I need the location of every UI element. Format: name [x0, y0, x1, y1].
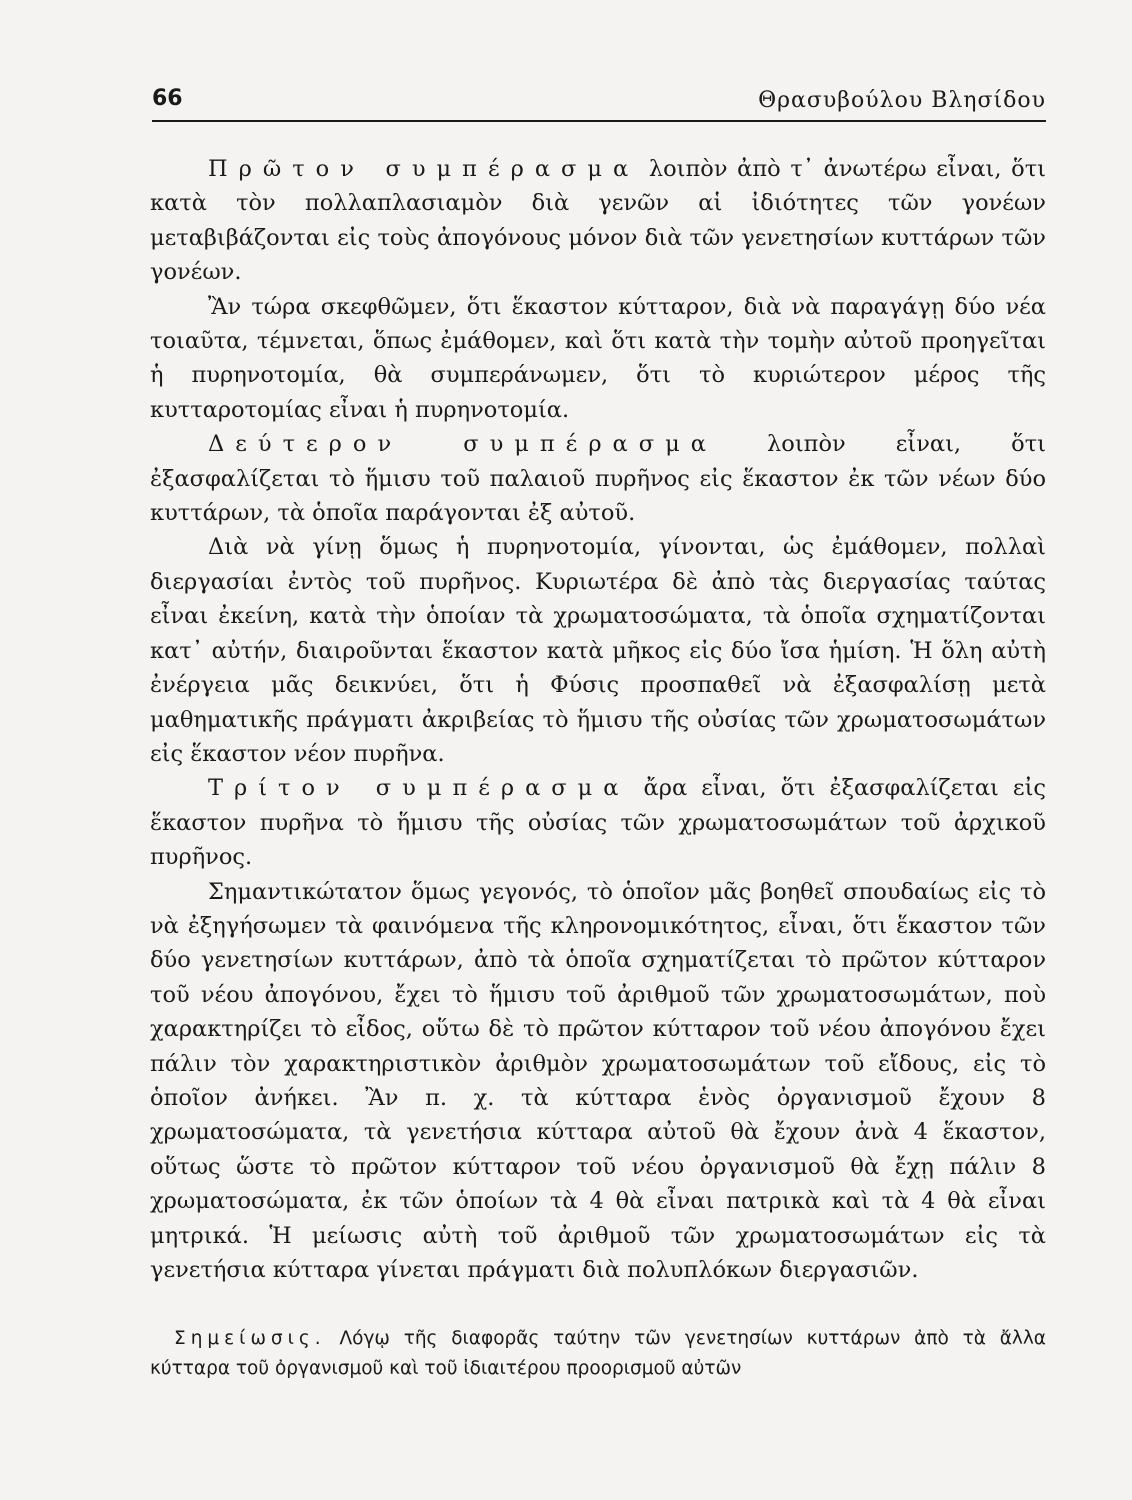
paragraph: [150, 290, 1046, 428]
emphasized-term: Τρίτον συμπέρασμα: [208, 775, 630, 802]
running-head: Θρασυβούλου Βλησίδου: [758, 88, 1046, 113]
paragraph-text: ἄρα εἶναι, ὅτι ἐξασφαλίζεται εἰς ἕκαστον πυρῆνα τὸ ἥμισυ τῆς οὐσίας τῶν χρωματοσωμάτων τοῦ ἀρχικοῦ πυρῆνος.: [150, 775, 1046, 871]
paragraph: [150, 875, 1046, 1288]
note-paragraph: [150, 1324, 1046, 1384]
paragraph: [150, 530, 1046, 771]
paragraph: [150, 771, 1046, 874]
paragraph-text: λοιπὸν εἶναι, ὅτι ἐξασφαλίζεται τὸ ἥμισυ τοῦ παλαιοῦ πυρῆνος εἰς ἕκαστον ἐκ τῶν νέων δύο κυττάρων, τὰ ὁποῖα παράγονται ἐξ αὐτοῦ.: [150, 431, 1046, 527]
paragraph: [150, 427, 1046, 530]
body-text: [150, 152, 1046, 1287]
paragraph-text: λοιπὸν ἀπὸ τ᾽ ἀνωτέρω εἶναι, ὅτι κατὰ τὸν πολλαπλασιαμὸν διὰ γενῶν αἱ ἰδιότητες τῶν γονέων μεταβιβάζονται εἰς τοὺς ἀπογόνους μόνον διὰ τῶν γενετησίων κυττάρων τῶν γονέων.: [150, 156, 1046, 286]
emphasized-term: Δεύτερον συμπέρασμα: [208, 431, 717, 458]
paragraph-text: Ἂν τώρα σκεφθῶμεν, ὅτι ἕκαστον κύτταρον, διὰ νὰ παραγάγῃ δύο νέα τοιαῦτα, τέμνεται, ὅπως ἐμάθομεν, καὶ ὅτι κατὰ τὴν τομὴν αὐτοῦ προηγεῖται ἡ πυρηνοτομία, θὰ συμπεράνωμεν, ὅτι τὸ κυριώτερον μέρος τῆς κυτταροτομίας εἶναι ἡ πυρηνοτομία.: [150, 293, 1046, 423]
page-header: [152, 84, 1046, 122]
note-label: Σημείωσις.: [174, 1328, 326, 1349]
paragraph: [150, 152, 1046, 290]
emphasized-term: Πρῶτον συμπέρασμα: [208, 156, 640, 182]
note-text: Λόγῳ τῆς διαφορᾶς ταύτην τῶν γενετησίων κυττάρων ἀπὸ τὰ ἄλλα κύτταρα τοῦ ὀργανισμοῦ καὶ τοῦ ἰδιαιτέρου προορισμοῦ αὐτῶν: [150, 1328, 1046, 1379]
paragraph-text: Σημαντικώτατον ὅμως γεγονός, τὸ ὁποῖον μᾶς βοηθεῖ σπουδαίως εἰς τὸ νὰ ἐξηγήσωμεν τὰ φαινόμενα τῆς κληρονομικότητος, εἶναι, ὅτι ἕκαστον τῶν δύο γενετησίων κυττάρων, ἀπὸ τὰ ὁποῖα σχηματίζεται τὸ πρῶτον κύτταρον τοῦ νέου ἀπογόνου, ἔχει τὸ ἥμισυ τοῦ ἀριθμοῦ τῶν χρωματοσωμάτων, ποὺ χαρακτηρίζει τὸ εἶδος, οὕτω δὲ τὸ πρῶτον κύτταρον τοῦ νέου ἀπογόνου ἔχει πάλιν τὸν χαρακτηριστικὸν ἀριθμὸν χρωματοσωμάτων τοῦ εἴδους, εἰς τὸ ὁποῖον ἀνήκει. Ἂν π. χ. τὰ κύτταρα ἑνὸς ὀργανισμοῦ ἔχουν 8 χρωματοσώματα, τὰ γενετήσια κύτταρα αὐτοῦ θὰ ἔχουν ἀνὰ 4 ἕκαστον, οὕτως ὥστε τὸ πρῶτον κύτταρον τοῦ νέου ὀργανισμοῦ θὰ ἔχῃ πάλιν 8 χρωματοσώματα, ἐκ τῶν ὁποίων τὰ 4 θὰ εἶναι πατρικὰ καὶ τὰ 4 θὰ εἶναι μητρικά. Ἡ μείωσις αὐτὴ τοῦ ἀριθμοῦ τῶν χρωματοσωμάτων εἰς τὰ γενετήσια κύτταρα γίνεται πράγματι διὰ πολυπλόκων διεργασιῶν.: [150, 878, 1046, 1283]
page-number: 66: [152, 86, 183, 111]
footnote: [150, 1324, 1046, 1384]
paragraph-text: Διὰ νὰ γίνῃ ὅμως ἡ πυρηνοτομία, γίνονται, ὡς ἐμάθομεν, πολλαὶ διεργασίαι ἐντὸς τοῦ πυρῆνος. Κυριωτέρα δὲ ἀπὸ τὰς διεργασίας ταύτας εἶναι ἐκείνη, κατὰ τὴν ὁποίαν τὰ χρωματοσώματα, τὰ ὁποῖα σχηματίζονται κατ᾽ αὐτήν, διαιροῦνται ἕκαστον κατὰ μῆκος εἰς δύο ἴσα ἡμίση. Ἡ ὅλη αὐτὴ ἐνέργεια μᾶς δεικνύει, ὅτι ἡ Φύσις προσπαθεῖ νὰ ἐξασφαλίσῃ μετὰ μαθηματικῆς πράγματι ἀκριβείας τὸ ἥμισυ τῆς οὐσίας τῶν χρωματοσωμάτων εἰς ἕκαστον νέον πυρῆνα.: [150, 534, 1046, 767]
